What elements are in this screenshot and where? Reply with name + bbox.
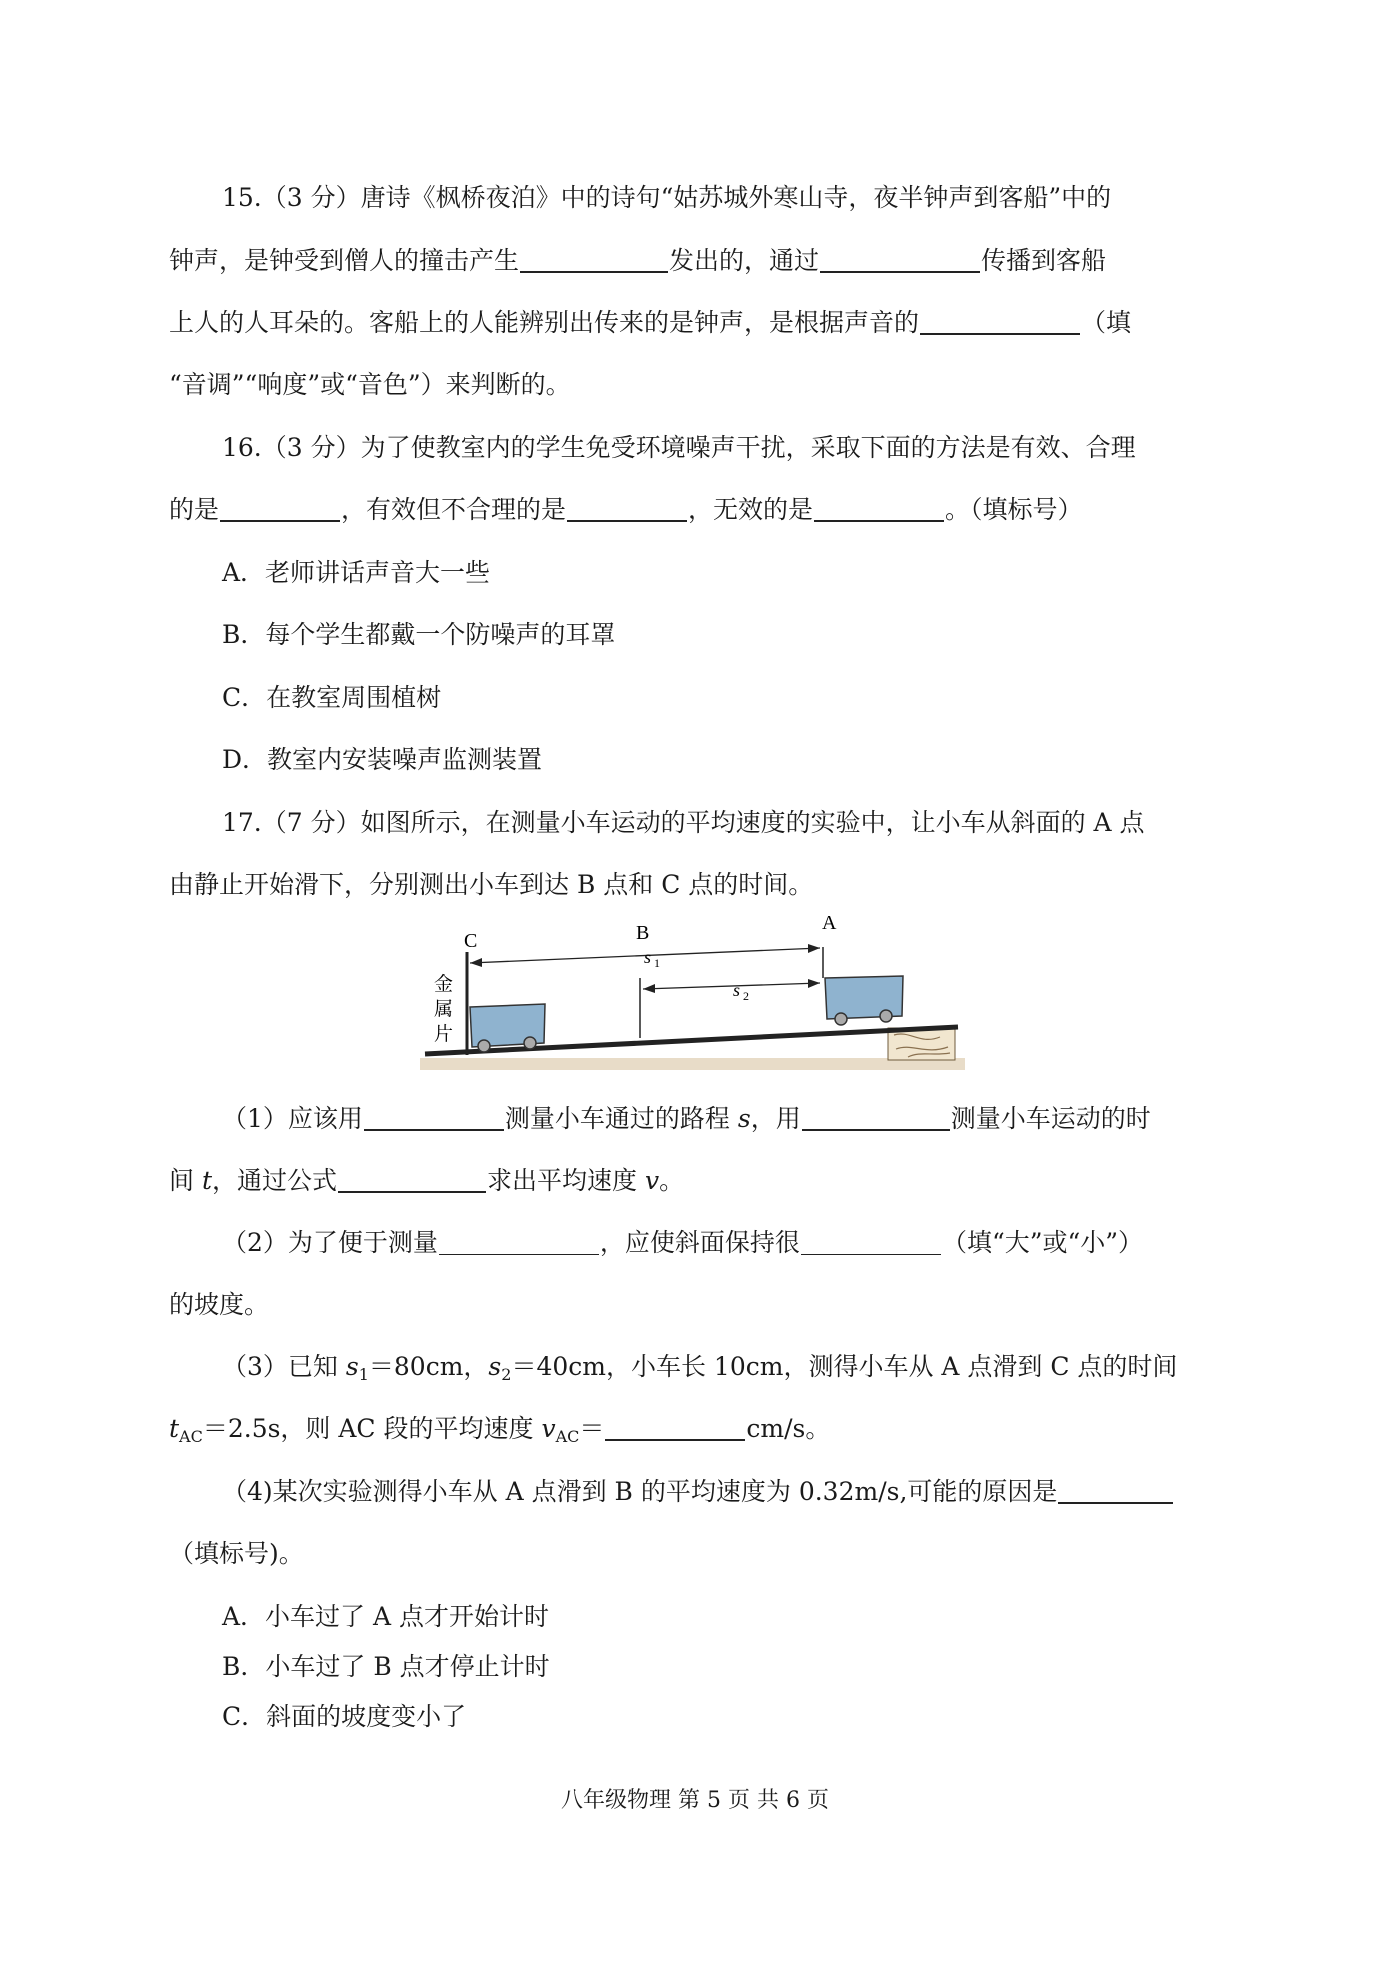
q16-option-d xyxy=(222,740,542,780)
subscript: AC xyxy=(179,1427,203,1446)
variable-s: s xyxy=(737,1104,751,1133)
incline-experiment-figure xyxy=(420,915,965,1075)
option-text: B．每个学生都戴一个防噪声的耳罩 xyxy=(222,620,616,649)
label-s1: s xyxy=(644,947,652,967)
wooden-block xyxy=(888,1028,955,1060)
q15-text: （填 xyxy=(1081,308,1132,337)
q15-line-1 xyxy=(222,178,1111,218)
q15-text: 传播到客船 xyxy=(981,246,1107,275)
label-metal-3: 片 xyxy=(434,1023,454,1045)
q17-text: 的坡度。 xyxy=(169,1290,270,1319)
option-text: A．老师讲话声音大一些 xyxy=(222,558,491,587)
answer-blank[interactable] xyxy=(338,1161,486,1193)
s1-arrowhead-right xyxy=(808,944,820,953)
answer-blank[interactable] xyxy=(820,241,980,273)
q15-line-4 xyxy=(169,365,571,405)
q17-option-a xyxy=(222,1597,549,1637)
q17-text: （3）已知 xyxy=(222,1352,338,1381)
q17-text: 间 xyxy=(169,1166,195,1195)
q17-text: 求出平均速度 xyxy=(487,1166,638,1195)
q17-text: （1）应该用 xyxy=(222,1104,363,1133)
ground xyxy=(420,1058,965,1070)
answer-blank[interactable] xyxy=(439,1224,599,1255)
q17-text: ＝ xyxy=(579,1414,605,1443)
q16-option-c xyxy=(222,678,441,718)
q17-part3-line-1 xyxy=(222,1347,1177,1395)
s1-arrowhead-left xyxy=(470,958,482,967)
label-s2: s xyxy=(733,980,741,1000)
subscript: 1 xyxy=(358,1365,369,1384)
label-s1-sub: 1 xyxy=(654,956,660,970)
answer-blank[interactable] xyxy=(801,1224,941,1255)
subscript: 2 xyxy=(501,1365,512,1384)
option-text: C．在教室周围植树 xyxy=(222,683,442,712)
q16-text: ，有效但不合理的是 xyxy=(341,495,567,524)
q17-option-b xyxy=(222,1647,550,1687)
q17-text: （填标号)。 xyxy=(169,1539,304,1568)
cart-at-c xyxy=(470,1004,545,1052)
page-footer: 八年级物理 第 5 页 共 6 页 xyxy=(561,1788,829,1813)
q17-part4-line-2 xyxy=(169,1534,304,1574)
answer-blank[interactable] xyxy=(814,490,944,522)
q17-text: ＝40cm，小车长 10cm，测得小车从 A 点滑到 C 点的时间 xyxy=(511,1352,1178,1381)
q17-text: ，应使斜面保持很 xyxy=(599,1228,800,1257)
q17-text: 测量小车通过的路程 xyxy=(504,1104,730,1133)
q17-text: 由静止开始滑下，分别测出小车到达 B 点和 C 点的时间。 xyxy=(169,870,814,899)
answer-blank[interactable] xyxy=(220,490,340,522)
q17-line-1 xyxy=(222,803,1145,843)
option-text: B．小车过了 B 点才停止计时 xyxy=(222,1652,550,1681)
q17-text: ，用 xyxy=(750,1104,801,1133)
q17-text: 17.（7 分）如图所示，在测量小车运动的平均速度的实验中，让小车从斜面的 A 点 xyxy=(222,808,1145,837)
q15-text: 上人的人耳朵的。客船上的人能辨别出传来的是钟声，是根据声音的 xyxy=(169,308,920,337)
answer-blank[interactable] xyxy=(364,1099,504,1131)
label-c: C xyxy=(464,930,478,952)
label-s2-sub: 2 xyxy=(743,989,749,1003)
variable-t-ac: t xyxy=(169,1414,180,1443)
subscript: AC xyxy=(555,1427,580,1446)
q15-text: 15.（3 分）唐诗《枫桥夜泊》中的诗句“姑苏城外寒山寺，夜半钟声到客船”中的 xyxy=(222,183,1112,212)
q17-text: 测量小车运动的时 xyxy=(950,1104,1151,1133)
q16-text: 的是 xyxy=(169,495,220,524)
answer-blank[interactable] xyxy=(605,1409,745,1441)
q15-text: “音调”“响度”或“音色”）来判断的。 xyxy=(169,370,571,399)
q16-text: ，无效的是 xyxy=(688,495,814,524)
q17-part2-line-1 xyxy=(222,1223,1143,1263)
q17-option-c xyxy=(222,1697,466,1737)
cart-at-a xyxy=(825,976,903,1025)
q17-part1-line-2 xyxy=(169,1161,684,1201)
s2-arrow xyxy=(643,983,820,989)
q17-text: ＝80cm， xyxy=(368,1352,489,1381)
q16-option-b xyxy=(222,615,615,655)
q16-text: 16.（3 分）为了使教室内的学生免受环境噪声干扰，采取下面的方法是有效、合理 xyxy=(222,433,1136,462)
q17-text: （4)某次实验测得小车从 A 点滑到 B 的平均速度为 0.32m/s,可能的原因是 xyxy=(222,1477,1058,1506)
q17-part2-line-2 xyxy=(169,1285,269,1325)
variable-s2: s xyxy=(488,1352,502,1381)
option-text: D．教室内安装噪声监测装置 xyxy=(222,745,543,774)
answer-blank[interactable] xyxy=(920,303,1080,335)
answer-blank[interactable] xyxy=(567,490,687,522)
q17-text: 。 xyxy=(659,1166,685,1195)
q15-text: 钟声，是钟受到僧人的撞击产生 xyxy=(169,246,520,275)
q16-line-2 xyxy=(169,490,1083,530)
s2-arrowhead-left xyxy=(643,984,655,993)
q15-text: 发出的，通过 xyxy=(669,246,820,275)
option-text: C．斜面的坡度变小了 xyxy=(222,1702,467,1731)
label-b: B xyxy=(636,922,650,944)
q17-text: （填“大”或“小”） xyxy=(941,1228,1144,1257)
q16-line-1 xyxy=(222,428,1136,468)
option-text: A．小车过了 A 点才开始计时 xyxy=(222,1602,550,1631)
variable-v: v xyxy=(645,1166,660,1195)
q15-line-2 xyxy=(169,241,1106,281)
q15-line-3 xyxy=(169,303,1131,343)
variable-v-ac: v xyxy=(541,1414,556,1443)
q17-line-2 xyxy=(169,865,813,905)
variable-t: t xyxy=(201,1166,213,1195)
q17-part3-line-2 xyxy=(169,1409,830,1457)
answer-blank[interactable] xyxy=(520,241,668,273)
q16-option-a xyxy=(222,553,490,593)
q16-text: 。（填标号） xyxy=(945,495,1083,524)
q17-part1-line-1 xyxy=(222,1099,1151,1139)
label-a: A xyxy=(822,915,837,934)
s2-arrowhead-right xyxy=(808,979,820,988)
label-metal-1: 金 xyxy=(434,973,454,995)
q17-text: ＝2.5s，则 AC 段的平均速度 xyxy=(202,1414,534,1443)
q17-text: cm/s。 xyxy=(746,1414,831,1443)
label-metal-2: 属 xyxy=(434,998,454,1020)
q17-text: （2）为了便于测量 xyxy=(222,1228,438,1257)
q17-text: ，通过公式 xyxy=(212,1166,338,1195)
q17-part4-line-1 xyxy=(222,1472,1174,1512)
answer-blank[interactable] xyxy=(802,1099,950,1131)
variable-s1: s xyxy=(345,1352,359,1381)
answer-blank[interactable] xyxy=(1058,1472,1173,1504)
